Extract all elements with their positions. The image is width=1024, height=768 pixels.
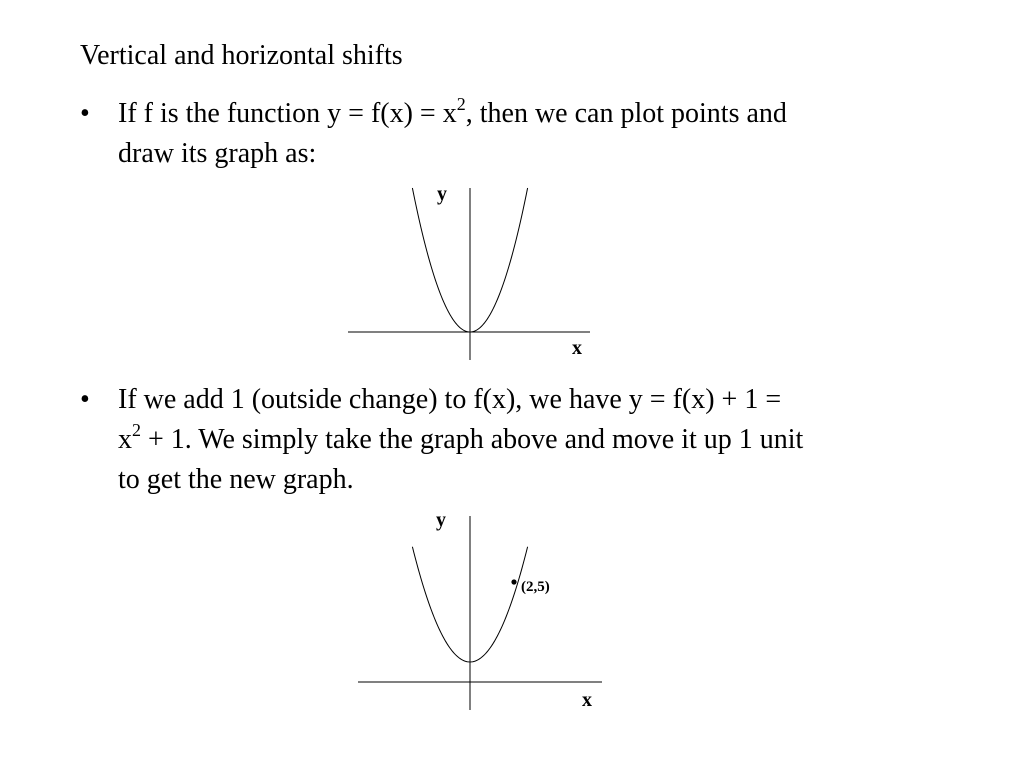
bullet-2-line-1: If we add 1 (outside change) to f(x), we have y = f(x) + 1 =	[118, 384, 782, 415]
point-label: (2,5)	[521, 579, 550, 595]
graph-parabola	[340, 180, 600, 360]
superscript-exponent: 2	[456, 93, 466, 114]
bullet-mark: •	[80, 384, 90, 415]
bullet-text-1	[118, 94, 980, 174]
x-axis-label: x	[572, 337, 582, 359]
bullet-1-line-2: draw its graph as:	[118, 138, 317, 169]
bullet-2-line-2	[118, 420, 980, 460]
y-axis-label: y	[436, 509, 446, 531]
point-2-5	[511, 579, 516, 584]
bullet-2-text-part: x	[118, 424, 132, 455]
y-axis-label: y	[437, 183, 447, 205]
bullet-item-2	[80, 380, 980, 500]
bullet-2-text-part: + 1. We simply take the graph above and move it up 1 unit	[141, 424, 804, 455]
bullet-2-line-3: to get the new graph.	[118, 464, 354, 495]
bullet-1-line-1	[118, 94, 980, 134]
bullet-1-text-part: If f is the function y = f(x) = x	[118, 98, 457, 129]
slide-title: Vertical and horizontal shifts	[80, 40, 403, 71]
bullet-mark: •	[80, 98, 90, 129]
x-axis-label: x	[582, 689, 592, 711]
bullet-1-text-part: , then we can plot points and	[465, 98, 787, 129]
superscript-exponent: 2	[132, 419, 141, 440]
bullet-item-1	[80, 94, 980, 174]
bullet-text-2	[118, 380, 980, 500]
graph-shifted-parabola	[340, 510, 610, 710]
